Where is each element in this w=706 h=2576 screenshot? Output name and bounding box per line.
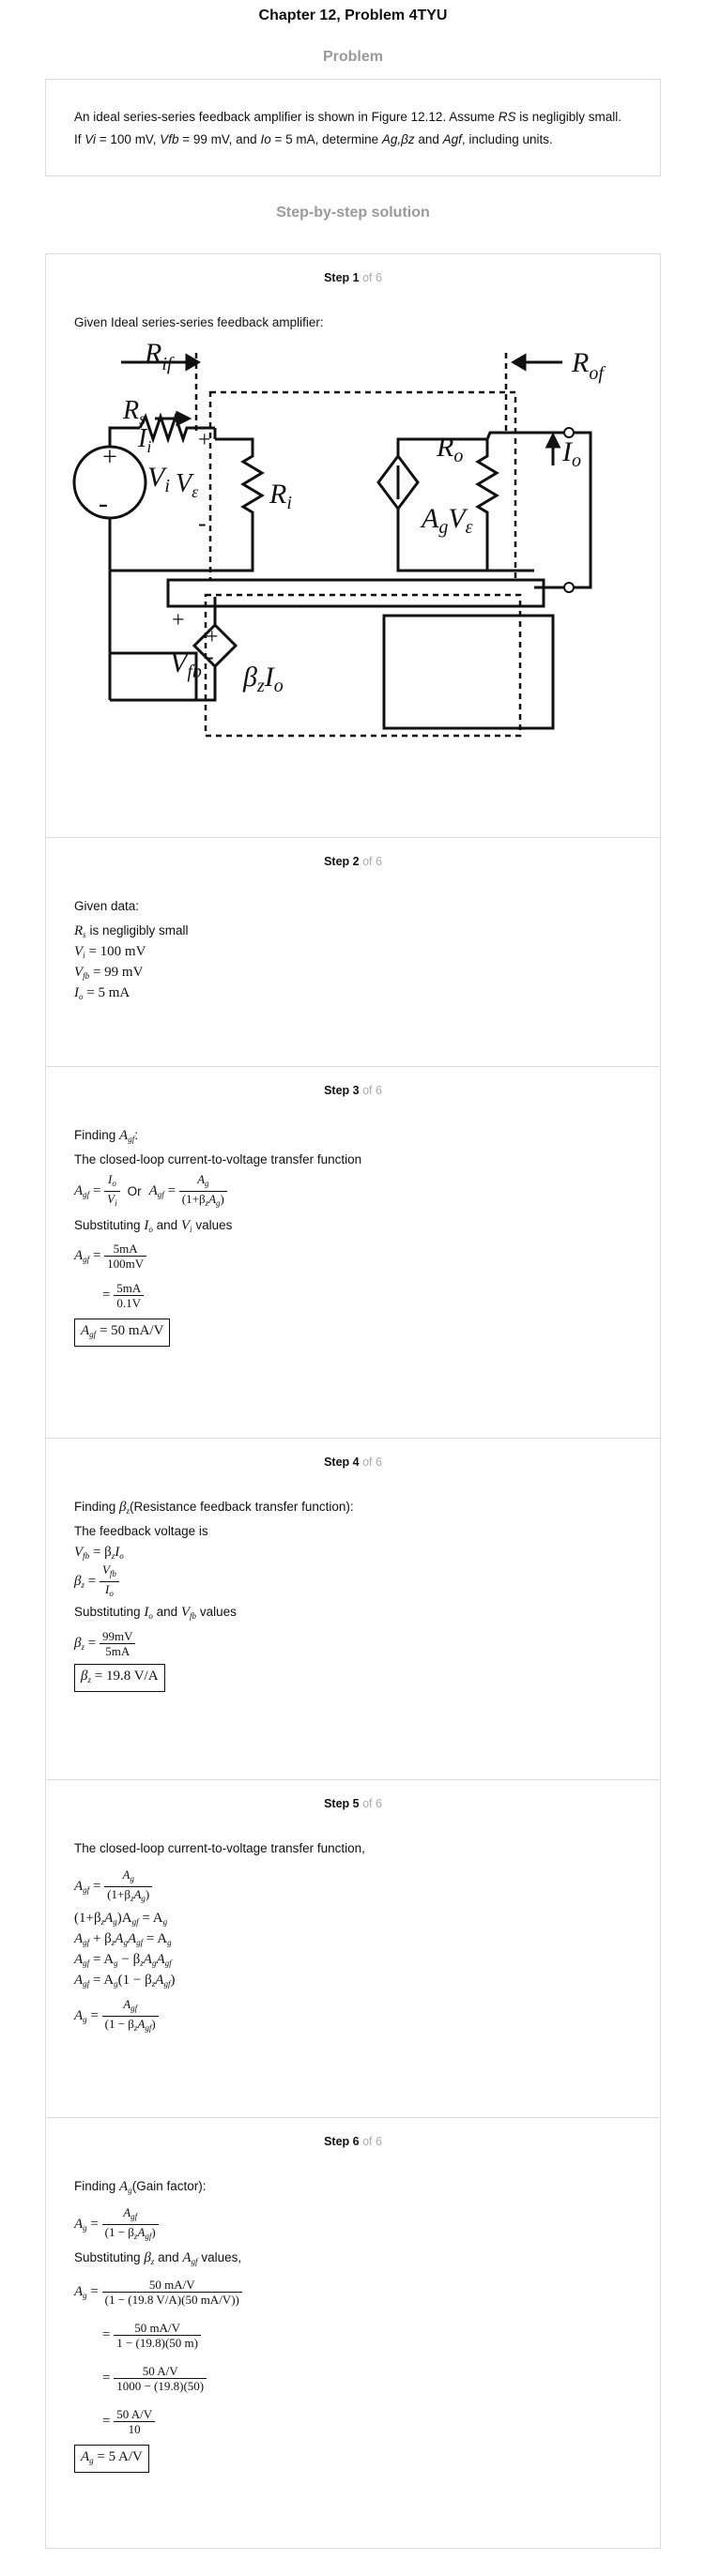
vi-label: $V_i$	[147, 462, 170, 496]
svg-text:-: -	[198, 510, 207, 537]
ag-calc-3: = $\frac{50 A/V}{1000 - (19.8)(50)}$	[74, 2356, 632, 2400]
svg-text:+: +	[198, 428, 211, 452]
step5-eq-3: $A_{gf} + \beta_zA_gA_{gf} = A_g$	[74, 1931, 172, 1947]
ag-ve-label: $A_gV_\varepsilon$	[422, 503, 473, 538]
vfb-label: $V_{fb}$	[170, 648, 202, 682]
ag-result: $A_g = 5$ A/V	[74, 2445, 632, 2465]
step-2-header: Step 2 of 6	[324, 855, 382, 868]
svg-text:-: -	[99, 488, 108, 519]
step-1-card	[45, 253, 661, 837]
vfb-equation: $V_{fb} = \beta_zI_o$	[74, 1545, 124, 1561]
bz-calc: $\beta_z$ = $\frac{99mV}{5mA}$	[74, 1623, 632, 1664]
step5-eq-6: $A_g$ = $\frac{A_{gf}}{(1 - \beta_zA_{gf})}$	[74, 1994, 632, 2037]
step-6-card	[45, 2117, 661, 2549]
step-5-header: Step 5 of 6	[324, 1797, 382, 1810]
step-4-card	[45, 1438, 661, 1779]
step-3-subst: Substituting $I_o$ and $V_i$ values	[74, 1218, 233, 1234]
io-given: $I_o = 5$ mA	[74, 985, 130, 1001]
svg-text:+: +	[206, 625, 219, 649]
step-4-subst: Substituting $I_o$ and $V_{fb}$ values	[74, 1605, 237, 1621]
ro-label: $R_o$	[437, 432, 464, 466]
ag-calc-4: = $\frac{50 A/V}{10}$	[74, 2400, 632, 2443]
step5-eq-5: $A_{gf} = A_g(1 - \beta_zA_{gf})$	[74, 1973, 176, 1989]
step-3-header: Step 3 of 6	[324, 1084, 382, 1097]
step-3-card	[45, 1066, 661, 1438]
step-2-card	[45, 837, 661, 1066]
agf-result: $A_{gf} = 50$ mA/V	[74, 1318, 632, 1339]
ag-calc-2: = $\frac{50 mA/V}{1 - (19.8)(50 m)}$	[74, 2313, 632, 2356]
svg-text:-: -	[172, 684, 180, 711]
circuit-diagram	[65, 343, 628, 803]
svg-text:+: +	[102, 443, 117, 472]
step-3-finding: Finding $A_{gf}$:	[74, 1128, 138, 1144]
step-2-intro: Given data:	[74, 899, 140, 913]
ag-definition: $A_g$ = $\frac{A_{gf}}{(1 - \beta_zA_{gf})}$	[74, 2203, 632, 2246]
step-1-intro: Given Ideal series-series feedback amplifier:	[74, 315, 324, 329]
bz-result: $\beta_z = 19.8$ V/A	[74, 1664, 632, 1684]
ri-label: $R_i$	[269, 479, 292, 513]
rs-label: $R_s$	[123, 396, 146, 428]
step5-eq-4: $A_{gf} = A_g - \beta_zA_gA_{gf}$	[74, 1952, 172, 1968]
step-6-subst: Substituting $\beta_z$ and $A_{gf}$ values,	[74, 2250, 242, 2266]
solution-heading: Step-by-step solution	[276, 205, 430, 221]
agf-calc-1: $A_{gf}$ = $\frac{5mA}{100mV}$	[74, 1236, 632, 1275]
step-4-finding: Finding $\beta_z(Resistance$ feedback transfer function):	[74, 1500, 354, 1516]
vfb-given: $V_{fb} = 99$ mV	[74, 965, 144, 981]
step-6-finding: Finding $A_g(Gain$ factor):	[74, 2179, 207, 2195]
ve-label: $V_\varepsilon$	[176, 469, 199, 501]
step-4-desc: The feedback voltage is	[74, 1524, 208, 1538]
ag-calc-1: $A_g$ = $\frac{50 mA/V}{(1 - (19.8 V/A)(50 mA/V))}$	[74, 2270, 632, 2313]
problem-card	[45, 79, 661, 176]
problem-heading: Problem	[322, 49, 383, 65]
step-4-header: Step 4 of 6	[324, 1456, 382, 1469]
rs-given: $R_s$ is negligibly small	[74, 923, 189, 939]
svg-text:-: -	[206, 643, 214, 670]
vi-given: $V_i = 100$ mV	[74, 944, 146, 960]
step-5-desc: The closed-loop current-to-voltage transfer function,	[74, 1841, 365, 1855]
bz-io-label: $\beta_zI_o$	[243, 662, 284, 696]
io-label: $I_o$	[562, 436, 581, 471]
page-title: Chapter 12, Problem 4TYU	[258, 8, 448, 23]
step-6-header: Step 6 of 6	[324, 2135, 382, 2148]
agf-definition: $A_{gf}$ = $\frac{I_o}{V_i}$ Or $A_{gf}$ = $\frac{A_g}{(1+\beta_zA_g)}$	[74, 1170, 632, 1212]
agf-calc-2: = $\frac{5mA}{0.1V}$	[74, 1275, 632, 1315]
ii-label: $I_i$	[138, 424, 152, 456]
problem-statement: An ideal series-series feedback amplifier is shown in Figure 12.12. Assume RS is negligibly small. If Vi = 100 mV, Vfb = 99 mV, and Io = 5 mA, determine Ag,βz and Agf, including units.	[74, 110, 622, 146]
step-1-header: Step 1 of 6	[324, 271, 382, 284]
step-3-desc: The closed-loop current-to-voltage transfer function	[74, 1152, 362, 1166]
step5-eq-2: $(1+\beta_zA_g)A_{gf} = A_g$	[74, 1911, 168, 1927]
step-5-card	[45, 1779, 661, 2117]
rof-label: $R_{of}$	[572, 347, 604, 384]
rif-label: $R_{if}$	[145, 343, 173, 374]
svg-text:+: +	[172, 608, 185, 633]
bz-definition: $\beta_z$ = $\frac{V_{fb}}{I_o}$	[74, 1562, 632, 1600]
step5-eq-1: $A_{gf}$ = $\frac{A_g}{(1+\beta_zA_g)}$	[74, 1865, 632, 1908]
